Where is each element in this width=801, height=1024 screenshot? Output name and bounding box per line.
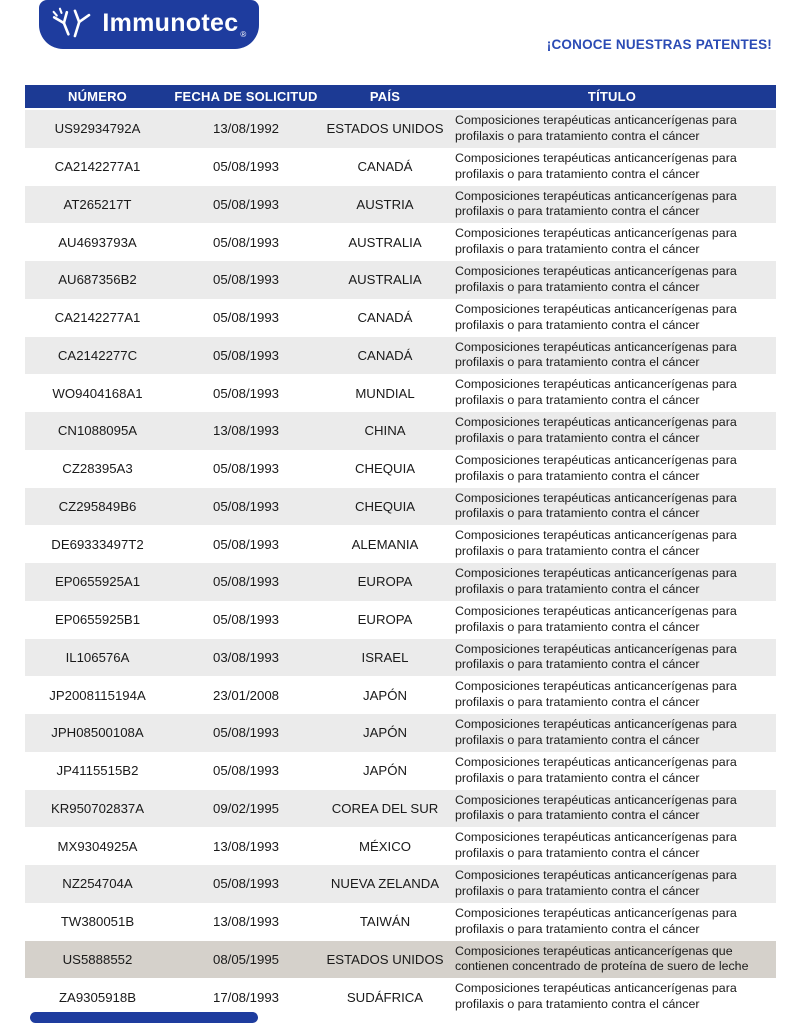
country-cell: MUNDIAL	[322, 374, 448, 412]
table-row	[25, 450, 776, 488]
patent-number-cell: JPH08500108A	[25, 714, 170, 752]
patent-number-cell: JP4115515B2	[25, 752, 170, 790]
patents-table	[25, 85, 776, 1016]
title-cell: Composiciones terapéuticas anticancerígenas para profilaxis o para tratamiento contra el cáncer	[448, 223, 776, 261]
table-row	[25, 186, 776, 224]
filing-date-cell: 05/08/1993	[170, 714, 322, 752]
table-row	[25, 790, 776, 828]
table-row	[25, 639, 776, 677]
antibody-icon	[51, 7, 93, 43]
title-cell: Composiciones terapéuticas anticancerígenas para profilaxis o para tratamiento contra el cáncer	[448, 865, 776, 903]
filing-date-cell: 03/08/1993	[170, 639, 322, 677]
patent-number-cell: CA2142277C	[25, 337, 170, 375]
filing-date-cell: 17/08/1993	[170, 978, 322, 1016]
table-row	[25, 563, 776, 601]
country-cell: CANADÁ	[322, 299, 448, 337]
patent-number-cell: US5888552	[25, 941, 170, 979]
country-cell: CHINA	[322, 412, 448, 450]
filing-date-cell: 05/08/1993	[170, 374, 322, 412]
title-cell: Composiciones terapéuticas anticancerígenas para profilaxis o para tratamiento contra el cáncer	[448, 148, 776, 186]
filing-date-cell: 23/01/2008	[170, 676, 322, 714]
title-cell: Composiciones terapéuticas anticancerígenas para profilaxis o para tratamiento contra el cáncer	[448, 488, 776, 526]
patent-number-cell: EP0655925B1	[25, 601, 170, 639]
country-cell: ALEMANIA	[322, 525, 448, 563]
patent-number-cell: MX9304925A	[25, 827, 170, 865]
patent-number-cell: US92934792A	[25, 109, 170, 148]
patent-number-cell: DE69333497T2	[25, 525, 170, 563]
patent-number-cell: CA2142277A1	[25, 299, 170, 337]
table-row	[25, 261, 776, 299]
country-cell: AUSTRIA	[322, 186, 448, 224]
patent-number-cell: CZ295849B6	[25, 488, 170, 526]
table-row	[25, 903, 776, 941]
patent-number-cell: KR950702837A	[25, 790, 170, 828]
country-cell: CHEQUIA	[322, 488, 448, 526]
table-row	[25, 525, 776, 563]
title-cell: Composiciones terapéuticas anticancerígenas para profilaxis o para tratamiento contra el cáncer	[448, 261, 776, 299]
filing-date-cell: 05/08/1993	[170, 601, 322, 639]
table-row	[25, 714, 776, 752]
immunotec-logo	[39, 0, 259, 49]
title-cell: Composiciones terapéuticas anticancerígenas para profilaxis o para tratamiento contra el cáncer	[448, 752, 776, 790]
title-cell: Composiciones terapéuticas anticancerígenas para profilaxis o para tratamiento contra el cáncer	[448, 412, 776, 450]
filing-date-cell: 09/02/1995	[170, 790, 322, 828]
title-cell: Composiciones terapéuticas anticancerígenas que contienen concentrado de proteína de suero de leche	[448, 941, 776, 979]
country-cell: JAPÓN	[322, 676, 448, 714]
country-cell: NUEVA ZELANDA	[322, 865, 448, 903]
patent-number-cell: EP0655925A1	[25, 563, 170, 601]
title-cell: Composiciones terapéuticas anticancerígenas para profilaxis o para tratamiento contra el cáncer	[448, 903, 776, 941]
country-cell: CANADÁ	[322, 148, 448, 186]
country-cell: AUSTRALIA	[322, 223, 448, 261]
filing-date-cell: 05/08/1993	[170, 525, 322, 563]
registered-trademark-symbol: ®	[240, 29, 247, 39]
filing-date-cell: 05/08/1993	[170, 223, 322, 261]
country-cell: JAPÓN	[322, 714, 448, 752]
title-cell: Composiciones terapéuticas anticancerígenas para profilaxis o para tratamiento contra el cáncer	[448, 601, 776, 639]
patent-number-cell: CN1088095A	[25, 412, 170, 450]
title-cell: Composiciones terapéuticas anticancerígenas para profilaxis o para tratamiento contra el cáncer	[448, 337, 776, 375]
table-row	[25, 941, 776, 979]
col-header-pais: PAÍS	[322, 85, 448, 109]
patent-number-cell: AT265217T	[25, 186, 170, 224]
patent-number-cell: AU687356B2	[25, 261, 170, 299]
title-cell: Composiciones terapéuticas anticancerígenas para profilaxis o para tratamiento contra el cáncer	[448, 299, 776, 337]
patent-number-cell: TW380051B	[25, 903, 170, 941]
filing-date-cell: 05/08/1993	[170, 148, 322, 186]
patent-number-cell: CZ28395A3	[25, 450, 170, 488]
title-cell: Composiciones terapéuticas anticancerígenas para profilaxis o para tratamiento contra el cáncer	[448, 714, 776, 752]
title-cell: Composiciones terapéuticas anticancerígenas para profilaxis o para tratamiento contra el cáncer	[448, 109, 776, 148]
patents-table-body	[25, 109, 776, 1016]
country-cell: AUSTRALIA	[322, 261, 448, 299]
table-row	[25, 299, 776, 337]
table-row	[25, 223, 776, 261]
logo-wordmark	[102, 8, 247, 39]
col-header-fecha: FECHA DE SOLICITUD	[170, 85, 322, 109]
filing-date-cell: 05/08/1993	[170, 186, 322, 224]
filing-date-cell: 05/08/1993	[170, 865, 322, 903]
country-cell: TAIWÁN	[322, 903, 448, 941]
title-cell: Composiciones terapéuticas anticancerígenas para profilaxis o para tratamiento contra el cáncer	[448, 186, 776, 224]
country-cell: JAPÓN	[322, 752, 448, 790]
title-cell: Composiciones terapéuticas anticancerígenas para profilaxis o para tratamiento contra el cáncer	[448, 676, 776, 714]
col-header-titulo: TÍTULO	[448, 85, 776, 109]
country-cell: EUROPA	[322, 601, 448, 639]
title-cell: Composiciones terapéuticas anticancerígenas para profilaxis o para tratamiento contra el cáncer	[448, 978, 776, 1016]
brand-name: Immunotec	[102, 8, 239, 37]
patent-number-cell: ZA9305918B	[25, 978, 170, 1016]
table-row	[25, 978, 776, 1016]
country-cell: SUDÁFRICA	[322, 978, 448, 1016]
filing-date-cell: 05/08/1993	[170, 563, 322, 601]
title-cell: Composiciones terapéuticas anticancerígenas para profilaxis o para tratamiento contra el cáncer	[448, 450, 776, 488]
table-row	[25, 752, 776, 790]
patent-number-cell: WO9404168A1	[25, 374, 170, 412]
table-row	[25, 337, 776, 375]
table-row	[25, 676, 776, 714]
patent-number-cell: CA2142277A1	[25, 148, 170, 186]
patent-number-cell: JP2008115194A	[25, 676, 170, 714]
table-row	[25, 488, 776, 526]
table-row	[25, 109, 776, 148]
patents-cta-link[interactable]: ¡CONOCE NUESTRAS PATENTES!	[546, 37, 772, 52]
table-row	[25, 827, 776, 865]
filing-date-cell: 08/05/1995	[170, 941, 322, 979]
country-cell: CANADÁ	[322, 337, 448, 375]
patents-table-header	[25, 85, 776, 109]
filing-date-cell: 05/08/1993	[170, 261, 322, 299]
footer-accent-bar	[30, 1012, 258, 1023]
filing-date-cell: 13/08/1992	[170, 109, 322, 148]
country-cell: ESTADOS UNIDOS	[322, 109, 448, 148]
table-row	[25, 148, 776, 186]
table-row	[25, 412, 776, 450]
filing-date-cell: 05/08/1993	[170, 752, 322, 790]
patent-number-cell: AU4693793A	[25, 223, 170, 261]
country-cell: CHEQUIA	[322, 450, 448, 488]
filing-date-cell: 13/08/1993	[170, 903, 322, 941]
country-cell: ESTADOS UNIDOS	[322, 941, 448, 979]
title-cell: Composiciones terapéuticas anticancerígenas para profilaxis o para tratamiento contra el cáncer	[448, 563, 776, 601]
country-cell: ISRAEL	[322, 639, 448, 677]
title-cell: Composiciones terapéuticas anticancerígenas para profilaxis o para tratamiento contra el cáncer	[448, 790, 776, 828]
table-row	[25, 601, 776, 639]
table-row	[25, 374, 776, 412]
title-cell: Composiciones terapéuticas anticancerígenas para profilaxis o para tratamiento contra el cáncer	[448, 827, 776, 865]
filing-date-cell: 05/08/1993	[170, 450, 322, 488]
title-cell: Composiciones terapéuticas anticancerígenas para profilaxis o para tratamiento contra el cáncer	[448, 639, 776, 677]
filing-date-cell: 05/08/1993	[170, 299, 322, 337]
country-cell: COREA DEL SUR	[322, 790, 448, 828]
patent-number-cell: IL106576A	[25, 639, 170, 677]
filing-date-cell: 13/08/1993	[170, 827, 322, 865]
filing-date-cell: 05/08/1993	[170, 488, 322, 526]
title-cell: Composiciones terapéuticas anticancerígenas para profilaxis o para tratamiento contra el cáncer	[448, 525, 776, 563]
country-cell: EUROPA	[322, 563, 448, 601]
filing-date-cell: 05/08/1993	[170, 337, 322, 375]
filing-date-cell: 13/08/1993	[170, 412, 322, 450]
table-row	[25, 865, 776, 903]
table-header-row	[25, 85, 776, 109]
patent-number-cell: NZ254704A	[25, 865, 170, 903]
col-header-numero: NÚMERO	[25, 85, 170, 109]
country-cell: MÉXICO	[322, 827, 448, 865]
title-cell: Composiciones terapéuticas anticancerígenas para profilaxis o para tratamiento contra el cáncer	[448, 374, 776, 412]
